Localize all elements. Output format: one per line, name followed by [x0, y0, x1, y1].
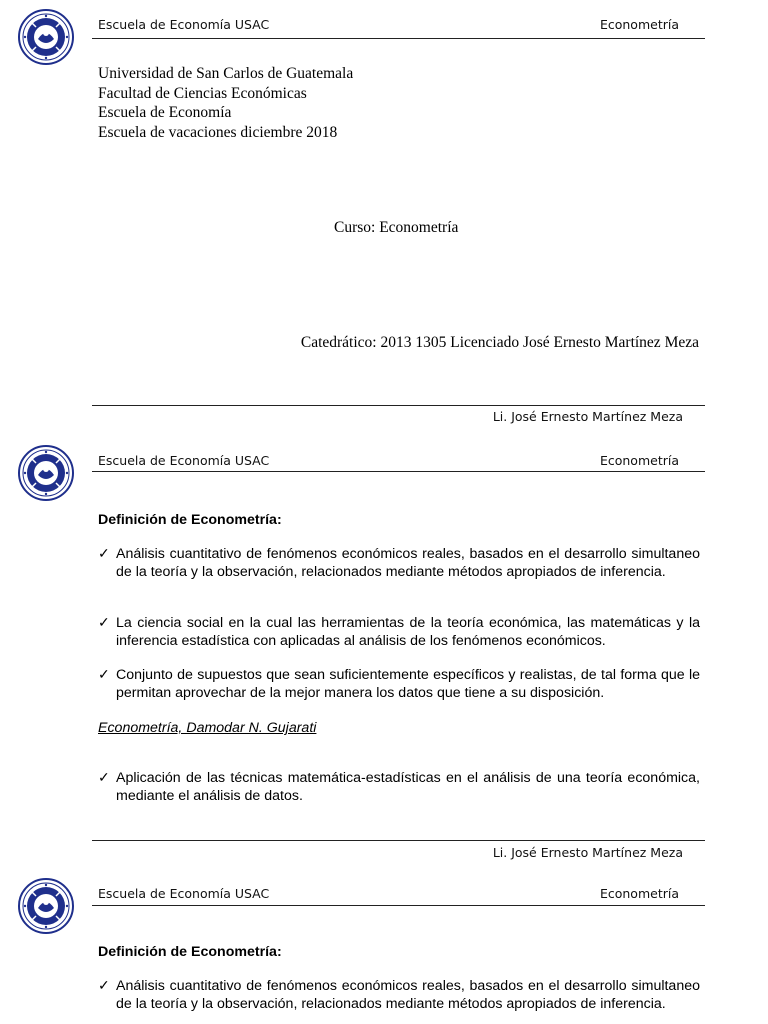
header-course: Econometría — [599, 886, 679, 901]
header-rule — [92, 471, 705, 472]
institution-line: Escuela de vacaciones diciembre 2018 — [98, 123, 338, 141]
header-rule — [92, 905, 705, 906]
check-mark-icon: ✓ — [98, 546, 110, 562]
university-seal-icon — [18, 445, 74, 501]
header-course: Econometría — [599, 453, 679, 468]
source-reference: Econometría, Damodar N. Gujarati — [98, 720, 317, 736]
section-heading: Definición de Econometría: — [98, 512, 282, 528]
header-school: Escuela de Economía USAC — [98, 17, 270, 32]
header-school: Escuela de Economía USAC — [98, 886, 270, 901]
list-item-text: La ciencia social en la cual las herramientas de la teoría económica, las matemáticas y la inferencia estadística con aplicadas al análisis de los fenómenos económicos. — [116, 615, 700, 649]
list-item-text: Aplicación de las técnicas matemática-estadísticas en el análisis de una teoría económica, mediante el análisis de datos. — [116, 770, 700, 804]
slide-3 — [0, 871, 768, 1024]
header-school: Escuela de Economía USAC — [98, 453, 270, 468]
list-item-text: Conjunto de supuestos que sean suficientemente específicos y realistas, de tal forma que le permitan aprovechar de la mejor manera los datos que tiene a su disposición. — [116, 667, 700, 701]
slide-2 — [0, 435, 768, 871]
institution-line: Escuela de Economía — [98, 104, 232, 121]
list-item — [98, 615, 700, 650]
list-item-text: Análisis cuantitativo de fenómenos económicos reales, basados en el desarrollo simultaneo de la teoría y la observación, relacionados mediante métodos apropiados de inferencia. — [116, 978, 700, 1012]
footer-author: Li. José Ernesto Martínez Meza — [492, 845, 683, 860]
header-course: Econometría — [599, 17, 679, 32]
footer-rule — [92, 840, 705, 841]
check-mark-icon: ✓ — [98, 770, 110, 786]
list-item — [98, 667, 700, 702]
slide-1 — [0, 0, 768, 435]
footer-author: Li. José Ernesto Martínez Meza — [492, 409, 683, 424]
list-item — [98, 770, 700, 805]
university-seal-icon — [18, 878, 74, 934]
institution-block — [98, 64, 353, 142]
check-mark-icon: ✓ — [98, 615, 110, 631]
list-item — [98, 978, 700, 1013]
header-rule — [92, 38, 705, 39]
list-item-text: Análisis cuantitativo de fenómenos económicos reales, basados en el desarrollo simultaneo de la teoría y la observación, relacionados mediante métodos apropiados de inferencia. — [116, 546, 700, 580]
footer-rule — [92, 405, 705, 406]
list-item — [98, 546, 700, 581]
institution-line: Universidad de San Carlos de Guatemala — [98, 65, 354, 82]
check-mark-icon: ✓ — [98, 978, 110, 994]
section-heading: Definición de Econometría: — [98, 944, 282, 960]
check-mark-icon: ✓ — [98, 667, 110, 683]
institution-line: Facultad de Ciencias Económicas — [98, 84, 307, 102]
university-seal-icon — [18, 9, 74, 65]
course-title: Curso: Econometría — [334, 219, 459, 236]
instructor-line: Catedrático: 2013 1305 Licenciado José Ernesto Martínez Meza — [300, 334, 699, 351]
